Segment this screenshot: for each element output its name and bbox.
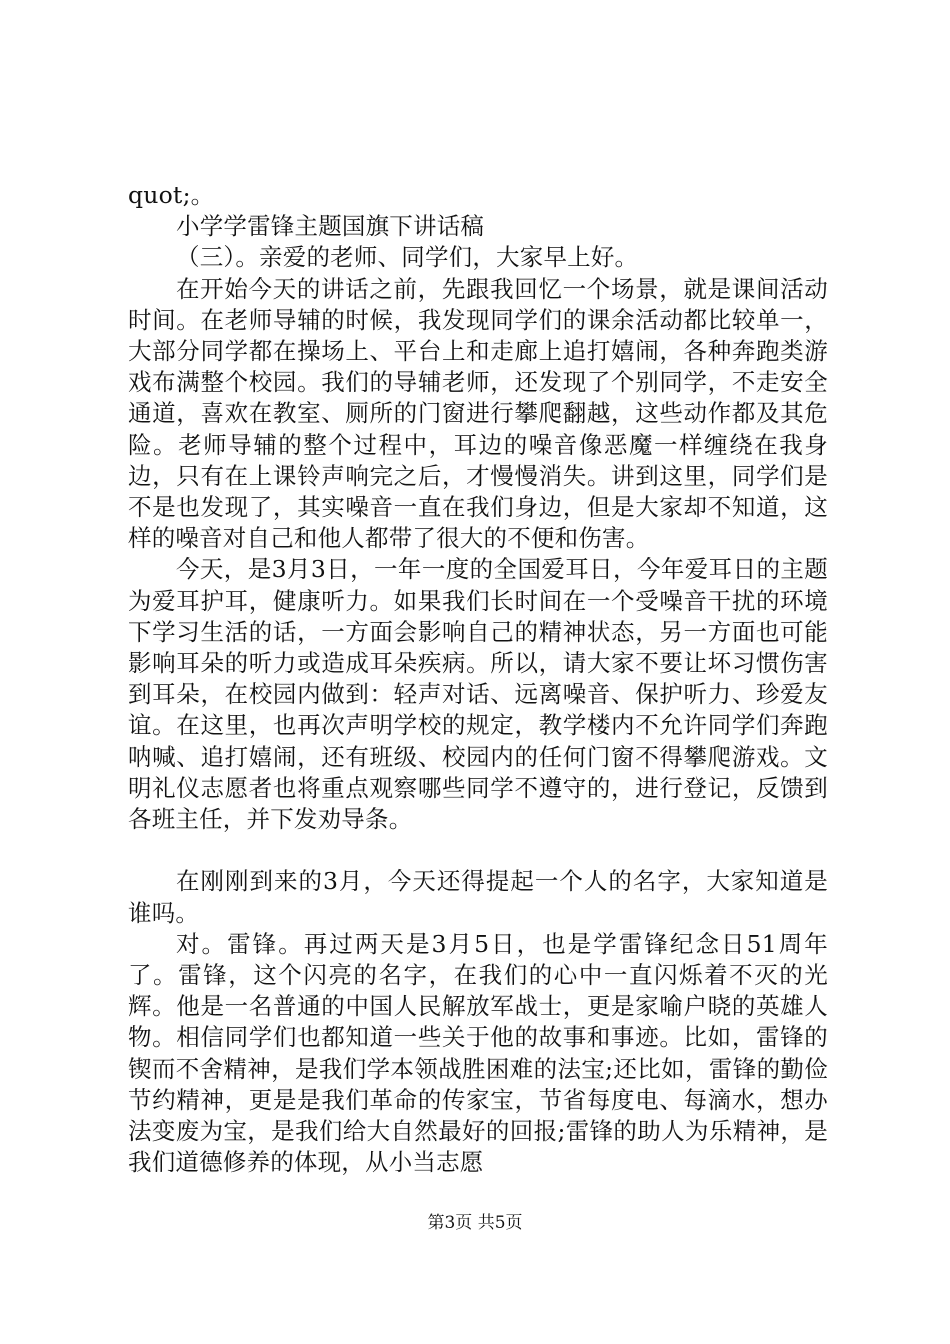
page-number: 第3页 共5页: [427, 1213, 523, 1233]
body-paragraph: 对。雷锋。再过两天是3月5日，也是学雷锋纪念日51周年了。雷锋，这个闪亮的名字，在我们的心中一直闪烁着不灭的光辉。他是一名普通的中国人民解放军战士，更是家喻户晓的英雄人物。相信同学们也都知道一些关于他的故事和事迹。比如，雷锋的锲而不舍精神，是我们学本领战胜困难的法宝;还比如，雷锋的勤俭节约精神，更是是我们革命的传家宝，节省每度电、每滴水，想办法变废为宝，是我们给大自然最好的回报;雷锋的助人为乐精神，是我们道德修养的体现，从小当志愿: [128, 929, 828, 1177]
paragraph-spacer: [128, 835, 828, 866]
body-paragraph: 今天，是3月3日，一年一度的全国爱耳日，今年爱耳日的主题为爱耳护耳，健康听力。如果我们长时间在一个受噪音干扰的环境下学习生活的话，一方面会影响自己的精神状态，另一方面也可能影响耳朵的听力或造成耳朵疾病。所以，请大家不要让坏习惯伤害到耳朵，在校园内做到：轻声对话、远离噪音、保护听力、珍爱友谊。在这里，也再次声明学校的规定，教学楼内不允许同学们奔跑呐喊、追打嬉闹，还有班级、校园内的任何门窗不得攀爬游戏。文明礼仪志愿者也将重点观察哪些同学不遵守的，进行登记，反馈到各班主任，并下发劝导条。: [128, 555, 828, 834]
paragraph-fragment: quot;。: [128, 181, 215, 209]
body-paragraph: 在开始今天的讲话之前，先跟我回忆一个场景，就是课间活动时间。在老师导辅的时候，我发现同学们的课余活动都比较单一，大部分同学都在操场上、平台上和走廊上追打嬉闹，各种奔跑类游戏布满整个校园。我们的导辅老师，还发现了个别同学，不走安全通道，喜欢在教室、厕所的门窗进行攀爬翻越，这些动作都及其危险。老师导辅的整个过程中，耳边的噪音像恶魔一样缠绕在我身边，只有在上课铃声响完之后，才慢慢消失。讲到这里，同学们是不是也发现了，其实噪音一直在我们身边，但是大家却不知道，这样的噪音对自己和他人都带了很大的不便和伤害。: [128, 274, 828, 553]
body-paragraph: 在刚刚到来的3月，今天还得提起一个人的名字，大家知道是谁吗。: [128, 867, 828, 927]
speech-title: 小学学雷锋主题国旗下讲话稿: [176, 212, 485, 241]
document-body: [128, 180, 828, 1178]
greeting-paragraph: （三）。亲爱的老师、同学们，大家早上好。: [176, 243, 639, 272]
